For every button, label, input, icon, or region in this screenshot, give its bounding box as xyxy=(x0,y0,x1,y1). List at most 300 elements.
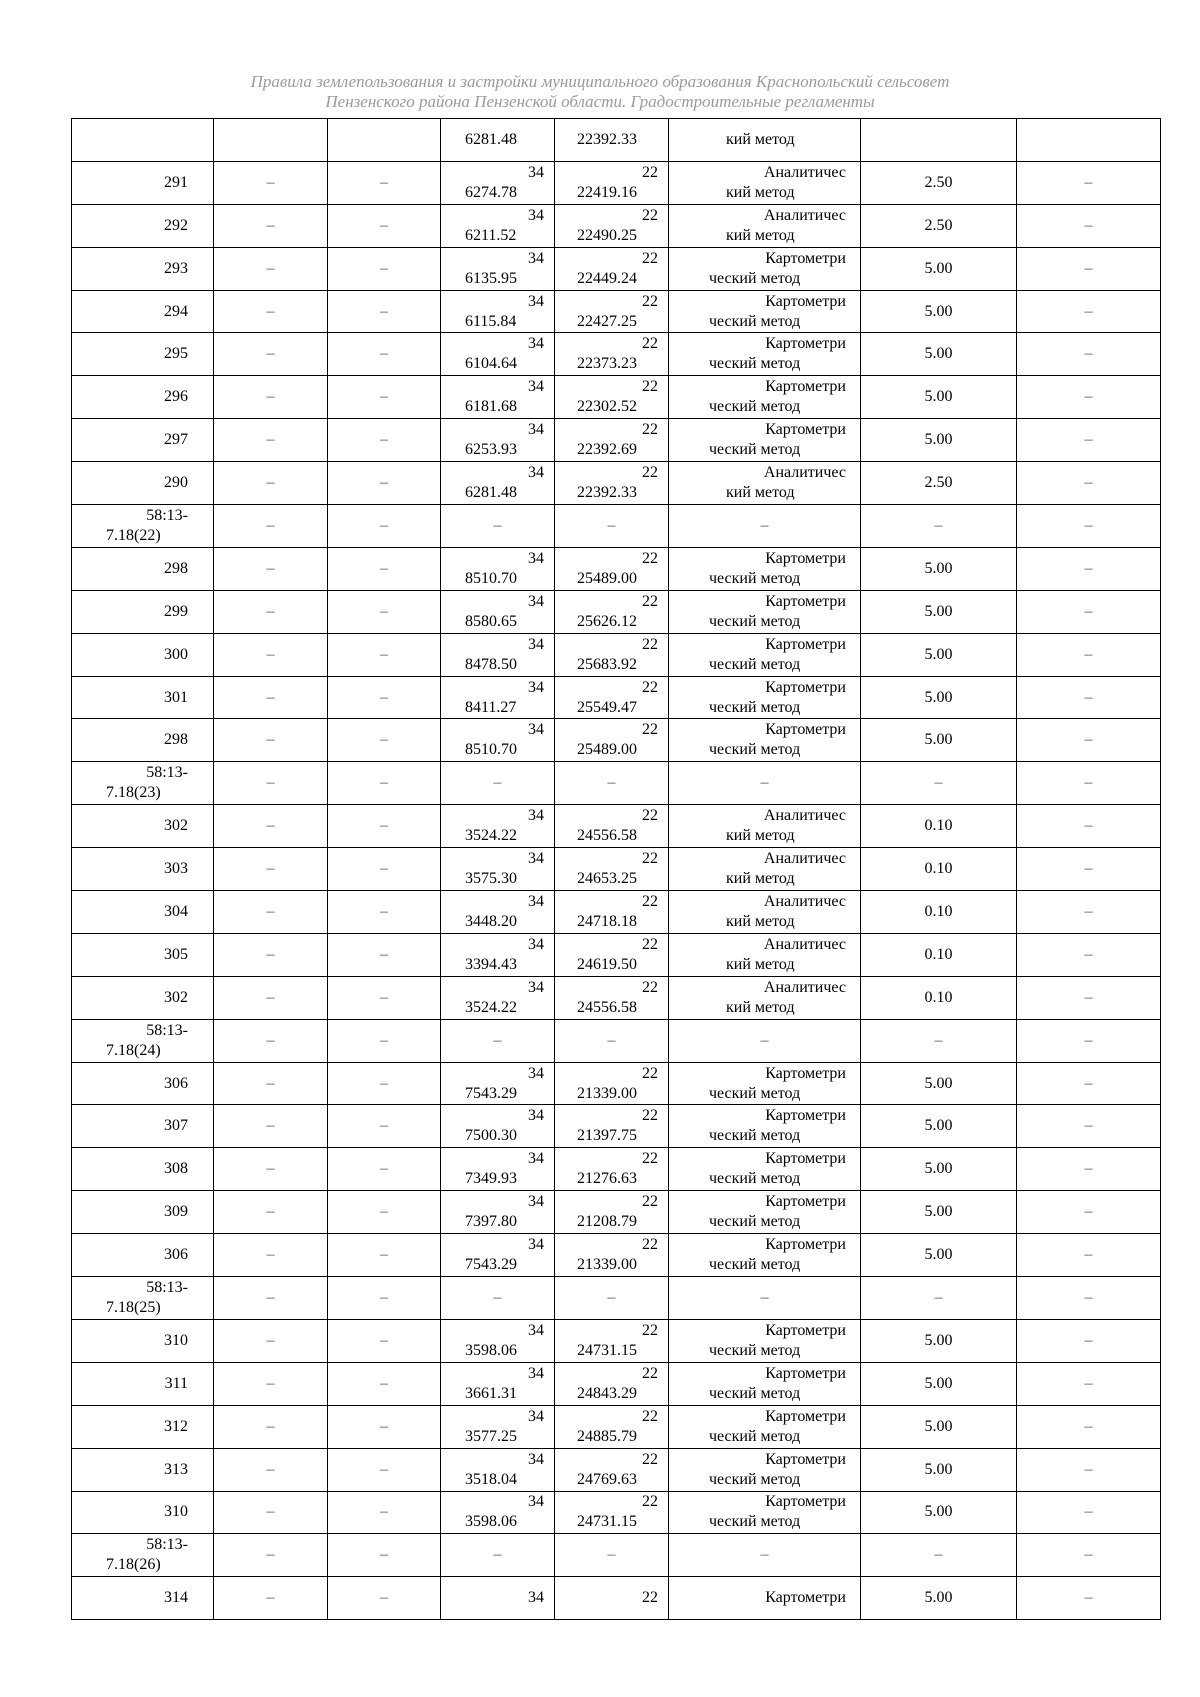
cell-dash: – xyxy=(1017,891,1161,934)
y-prefix: 22 xyxy=(642,335,658,353)
cell-dash: – xyxy=(328,976,441,1019)
x-stack xyxy=(441,849,554,889)
x-stack xyxy=(441,249,554,289)
cell-dash: – xyxy=(1017,1577,1161,1620)
method-line1: Картометри xyxy=(765,721,846,739)
cell-dash: – xyxy=(669,505,861,548)
cell-dash: – xyxy=(328,290,441,333)
parcel-id-line2: 7.18(24) xyxy=(106,1041,161,1059)
cell-dash: – xyxy=(1017,419,1161,462)
cell-number xyxy=(72,891,214,934)
cell-x xyxy=(441,891,555,934)
method-line1: Картометри xyxy=(765,678,846,696)
y-stack xyxy=(555,678,668,718)
point-number: 311 xyxy=(164,1374,188,1392)
y-value: 24619.50 xyxy=(577,955,637,973)
cell-y xyxy=(555,1148,669,1191)
y-stack xyxy=(555,1149,668,1189)
cell-dash: – xyxy=(1017,333,1161,376)
cell-dash: – xyxy=(214,1191,328,1234)
x-prefix: 34 xyxy=(528,807,544,825)
cell-accuracy: 5.00 xyxy=(861,247,1017,290)
table-row xyxy=(72,1534,1161,1577)
cell-number xyxy=(72,1105,214,1148)
cell-dash: – xyxy=(328,719,441,762)
cell-accuracy: 2.50 xyxy=(861,462,1017,505)
x-value: 3524.22 xyxy=(465,998,517,1016)
y-prefix: 22 xyxy=(642,1150,658,1168)
cell-method xyxy=(669,805,861,848)
point-number: 306 xyxy=(164,1074,188,1092)
cell-dash: – xyxy=(328,161,441,204)
x-value: 8478.50 xyxy=(465,655,517,673)
method-line1: Картометри xyxy=(765,292,846,310)
method-line1: Картометри xyxy=(765,1236,846,1254)
method-line2: ческий метод xyxy=(709,655,801,673)
cell-dash: – xyxy=(214,161,328,204)
cell-x xyxy=(441,976,555,1019)
cell-x xyxy=(441,1362,555,1405)
cell-x xyxy=(441,590,555,633)
cell-dash: – xyxy=(328,419,441,462)
y-prefix: 22 xyxy=(642,892,658,910)
cell-method xyxy=(669,333,861,376)
cell-y xyxy=(555,1405,669,1448)
y-prefix: 22 xyxy=(642,464,658,482)
y-stack xyxy=(555,549,668,589)
cell-method xyxy=(669,719,861,762)
parcel-id-line1: 58:13- xyxy=(146,1536,188,1554)
table-row xyxy=(72,119,1161,162)
cell-dash: – xyxy=(441,1277,555,1320)
cell-x xyxy=(441,1191,555,1234)
y-value: 21339.00 xyxy=(577,1084,637,1102)
y-prefix: 22 xyxy=(642,721,658,739)
parcel-id-line2: 7.18(26) xyxy=(106,1556,161,1574)
point-number: 292 xyxy=(164,216,188,234)
x-value: 6281.48 xyxy=(465,484,517,502)
x-stack xyxy=(441,935,554,975)
cell-method xyxy=(669,848,861,891)
method-line2: кий метод xyxy=(726,955,795,973)
cell-y xyxy=(555,1234,669,1277)
point-number: 297 xyxy=(164,431,188,449)
cell-dash: – xyxy=(214,419,328,462)
y-stack xyxy=(555,720,668,760)
cell-method xyxy=(669,633,861,676)
cell-accuracy: 0.10 xyxy=(861,976,1017,1019)
cell-dash: – xyxy=(214,333,328,376)
method-line1: Картометри xyxy=(765,378,846,396)
table-row xyxy=(72,1191,1161,1234)
cell-method xyxy=(669,976,861,1019)
cell-number xyxy=(72,419,214,462)
cell-dash: – xyxy=(1017,1448,1161,1491)
x-value: 3577.25 xyxy=(465,1427,517,1445)
y-prefix: 22 xyxy=(642,1364,658,1382)
y-prefix: 22 xyxy=(642,292,658,310)
x-value: 3598.06 xyxy=(465,1513,517,1531)
table-row xyxy=(72,1405,1161,1448)
cell-dash: – xyxy=(1017,1062,1161,1105)
table-row xyxy=(72,633,1161,676)
cell-accuracy: – xyxy=(861,1534,1017,1577)
cell-dash: – xyxy=(328,1062,441,1105)
y-value: 25626.12 xyxy=(577,612,637,630)
cell-y xyxy=(555,933,669,976)
y-prefix: 22 xyxy=(642,850,658,868)
y-stack xyxy=(555,249,668,289)
cell-y xyxy=(555,419,669,462)
point-number: 303 xyxy=(164,860,188,878)
cell-accuracy: – xyxy=(861,762,1017,805)
y-value: 21208.79 xyxy=(577,1213,637,1231)
method-line2: ческий метод xyxy=(709,1470,801,1488)
method-line1: Картометри xyxy=(765,1407,846,1425)
y-prefix: 22 xyxy=(642,592,658,610)
method-line1: Картометри xyxy=(765,592,846,610)
table-row xyxy=(72,1277,1161,1320)
cell-dash: – xyxy=(328,805,441,848)
y-stack xyxy=(555,1192,668,1232)
y-stack xyxy=(555,1450,668,1490)
cell-dash: – xyxy=(1017,933,1161,976)
cell-dash: – xyxy=(1017,1105,1161,1148)
cell-dash: – xyxy=(328,204,441,247)
cell-accuracy: 5.00 xyxy=(861,419,1017,462)
x-prefix: 34 xyxy=(528,1493,544,1511)
cell-number xyxy=(72,119,214,162)
cell-dash: – xyxy=(328,848,441,891)
y-value: 22392.69 xyxy=(577,441,637,459)
cell-dash: – xyxy=(214,1534,328,1577)
point-number: 294 xyxy=(164,302,188,320)
cell-dash: – xyxy=(214,547,328,590)
x-prefix: 34 xyxy=(528,721,544,739)
cell-accuracy: – xyxy=(861,1019,1017,1062)
y-prefix: 22 xyxy=(642,635,658,653)
table-row xyxy=(72,247,1161,290)
y-prefix: 22 xyxy=(642,206,658,224)
cell-accuracy: 0.10 xyxy=(861,933,1017,976)
method-line1: Картометри xyxy=(765,549,846,567)
method-line1: Картометри xyxy=(765,1493,846,1511)
cell-method xyxy=(669,1319,861,1362)
cell-accuracy: 5.00 xyxy=(861,1234,1017,1277)
y-value: 22302.52 xyxy=(577,398,637,416)
method-line2: ческий метод xyxy=(709,1341,801,1359)
x-prefix: 34 xyxy=(528,678,544,696)
cell-y xyxy=(555,590,669,633)
cell-number xyxy=(72,762,214,805)
x-prefix: 34 xyxy=(528,549,544,567)
x-stack xyxy=(441,1321,554,1361)
point-number: 302 xyxy=(164,988,188,1006)
cell-dash: – xyxy=(1017,376,1161,419)
y-value: 24718.18 xyxy=(577,912,637,930)
cell-dash: – xyxy=(328,1405,441,1448)
x-value: 3598.06 xyxy=(465,1341,517,1359)
x-prefix: 34 xyxy=(441,1577,555,1620)
y-stack xyxy=(555,1407,668,1447)
cell-dash: – xyxy=(555,1019,669,1062)
cell-y xyxy=(555,376,669,419)
cell-dash: – xyxy=(1017,1319,1161,1362)
point-number: 302 xyxy=(164,817,188,835)
cell-method xyxy=(669,590,861,633)
x-stack xyxy=(441,720,554,760)
cell-dash: – xyxy=(214,1019,328,1062)
cell-dash: – xyxy=(214,247,328,290)
x-value: 7500.30 xyxy=(465,1127,517,1145)
x-value: 6104.64 xyxy=(465,355,517,373)
x-prefix: 34 xyxy=(528,1107,544,1125)
x-prefix: 34 xyxy=(528,850,544,868)
cell-dash: – xyxy=(328,1577,441,1620)
method-line1: Аналитичес xyxy=(763,978,846,996)
y-value: 22419.16 xyxy=(577,183,637,201)
cell-x xyxy=(441,376,555,419)
x-value: 3394.43 xyxy=(465,955,517,973)
method-line2: ческий метод xyxy=(709,269,801,287)
cell-empty xyxy=(1017,119,1161,162)
x-stack xyxy=(441,463,554,503)
cell-dash: – xyxy=(214,805,328,848)
method-line1: Аналитичес xyxy=(763,850,846,868)
cell-x xyxy=(441,1491,555,1534)
cell-dash: – xyxy=(1017,676,1161,719)
method-line1: Картометри xyxy=(765,335,846,353)
cell-method xyxy=(669,891,861,934)
table-row xyxy=(72,805,1161,848)
method-line2: кий метод xyxy=(726,912,795,930)
y-value: 25489.00 xyxy=(577,569,637,587)
cell-dash: – xyxy=(328,462,441,505)
x-value: 6253.93 xyxy=(465,441,517,459)
cell-y xyxy=(555,333,669,376)
point-number: 300 xyxy=(164,645,188,663)
x-prefix: 34 xyxy=(528,1407,544,1425)
method-line2: ческий метод xyxy=(709,612,801,630)
cell-y xyxy=(555,1062,669,1105)
cell-dash: – xyxy=(1017,1405,1161,1448)
x-prefix: 34 xyxy=(528,1150,544,1168)
x-prefix: 34 xyxy=(528,978,544,996)
y-value: 24885.79 xyxy=(577,1427,637,1445)
table-row xyxy=(72,848,1161,891)
method-line2: ческий метод xyxy=(709,1427,801,1445)
cell-x xyxy=(441,719,555,762)
cell-dash: – xyxy=(1017,1362,1161,1405)
cell-method xyxy=(669,462,861,505)
cell-method xyxy=(669,1491,861,1534)
cell-number xyxy=(72,1019,214,1062)
y-value: 22490.25 xyxy=(577,226,637,244)
x-value: 7543.29 xyxy=(465,1256,517,1274)
parcel-id-line2: 7.18(23) xyxy=(106,784,161,802)
cell-dash: – xyxy=(555,1277,669,1320)
y-value: 21339.00 xyxy=(577,1256,637,1274)
method-line2: ческий метод xyxy=(709,355,801,373)
x-stack xyxy=(441,892,554,932)
cell-dash: – xyxy=(1017,633,1161,676)
y-value: 24731.15 xyxy=(577,1513,637,1531)
y-value: 22373.23 xyxy=(577,355,637,373)
method-line2: ческий метод xyxy=(709,1513,801,1531)
cell-dash: – xyxy=(1017,976,1161,1019)
x-value: 7349.93 xyxy=(465,1170,517,1188)
cell-dash: – xyxy=(669,1019,861,1062)
cell-dash: – xyxy=(1017,505,1161,548)
cell-y xyxy=(555,976,669,1019)
y-value: 22449.24 xyxy=(577,269,637,287)
cell-dash: – xyxy=(214,848,328,891)
x-stack xyxy=(441,1235,554,1275)
cell-y xyxy=(555,1105,669,1148)
method-line1: Картометри xyxy=(765,249,846,267)
x-value: 8510.70 xyxy=(465,741,517,759)
cell-dash: – xyxy=(328,1234,441,1277)
x-stack xyxy=(441,592,554,632)
method-line1: Аналитичес xyxy=(763,206,846,224)
y-stack xyxy=(555,420,668,460)
method-line2: ческий метод xyxy=(709,1213,801,1231)
cell-dash: – xyxy=(441,762,555,805)
cell-dash: – xyxy=(328,505,441,548)
table-row xyxy=(72,376,1161,419)
x-prefix: 34 xyxy=(528,335,544,353)
cell-number xyxy=(72,505,214,548)
table-body xyxy=(72,119,1161,1620)
cell-number xyxy=(72,1534,214,1577)
y-value: 24769.63 xyxy=(577,1470,637,1488)
cell-number xyxy=(72,1405,214,1448)
x-stack xyxy=(441,420,554,460)
y-prefix: 22 xyxy=(642,978,658,996)
x-prefix: 34 xyxy=(528,1064,544,1082)
table-row xyxy=(72,719,1161,762)
y-stack xyxy=(555,1492,668,1532)
x-stack xyxy=(441,163,554,203)
y-stack xyxy=(555,978,668,1018)
cell-dash: – xyxy=(214,1319,328,1362)
cell-dash: – xyxy=(1017,590,1161,633)
cell-dash: – xyxy=(214,719,328,762)
point-number: 293 xyxy=(164,259,188,277)
cell-x xyxy=(441,204,555,247)
cell-dash: – xyxy=(1017,290,1161,333)
x-value: 8580.65 xyxy=(465,612,517,630)
document-header xyxy=(0,72,1200,112)
cell-x xyxy=(441,547,555,590)
cell-dash: – xyxy=(1017,1234,1161,1277)
point-number: 298 xyxy=(164,731,188,749)
cell-accuracy: 0.10 xyxy=(861,891,1017,934)
header-line-1: Правила землепользования и застройки муниципального образования Краснопольский сельсовет xyxy=(250,72,950,91)
cell-dash: – xyxy=(328,1019,441,1062)
cell-dash: – xyxy=(328,1448,441,1491)
y-value: 24843.29 xyxy=(577,1384,637,1402)
cell-x xyxy=(441,161,555,204)
cell-dash: – xyxy=(441,1019,555,1062)
method-line2: ческий метод xyxy=(709,1084,801,1102)
method-line1: Аналитичес xyxy=(763,163,846,181)
cell-dash: – xyxy=(1017,848,1161,891)
cell-accuracy: 5.00 xyxy=(861,1448,1017,1491)
cell-number xyxy=(72,1148,214,1191)
method-line2: ческий метод xyxy=(709,312,801,330)
point-number: 310 xyxy=(164,1503,188,1521)
cell-number xyxy=(72,1319,214,1362)
x-prefix: 34 xyxy=(528,378,544,396)
cell-dash: – xyxy=(328,547,441,590)
cell-dash: – xyxy=(328,1362,441,1405)
method-line2: кий метод xyxy=(726,998,795,1016)
method-line2: ческий метод xyxy=(709,1384,801,1402)
cell-y xyxy=(555,547,669,590)
cell-number xyxy=(72,161,214,204)
cell-dash: – xyxy=(1017,805,1161,848)
method-line2: ческий метод xyxy=(709,1170,801,1188)
cell-number xyxy=(72,976,214,1019)
table-row xyxy=(72,1148,1161,1191)
cell-method xyxy=(669,290,861,333)
table-row xyxy=(72,333,1161,376)
y-stack xyxy=(555,935,668,975)
method-line1: Картометри xyxy=(765,1193,846,1211)
point-number: 299 xyxy=(164,602,188,620)
cell-accuracy: – xyxy=(861,1277,1017,1320)
cell-dash: – xyxy=(328,933,441,976)
y-prefix: 22 xyxy=(642,1193,658,1211)
cell-dash: – xyxy=(328,1277,441,1320)
y-prefix: 22 xyxy=(642,1064,658,1082)
x-stack xyxy=(441,635,554,675)
table-row xyxy=(72,505,1161,548)
cell-dash: – xyxy=(1017,204,1161,247)
parcel-id-line2: 7.18(25) xyxy=(106,1298,161,1316)
cell-dash: – xyxy=(669,1277,861,1320)
cell-x xyxy=(441,1105,555,1148)
y-prefix: 22 xyxy=(642,807,658,825)
y-value: 22392.33 xyxy=(577,484,637,502)
cell-y: 22392.33 xyxy=(555,119,669,162)
cell-accuracy: 5.00 xyxy=(861,719,1017,762)
table-row xyxy=(72,1362,1161,1405)
parcel-id-line1: 58:13- xyxy=(146,506,188,524)
x-prefix: 34 xyxy=(528,1193,544,1211)
y-stack xyxy=(555,334,668,374)
cell-dash: – xyxy=(1017,1191,1161,1234)
method-line2: ческий метод xyxy=(709,569,801,587)
point-number: 304 xyxy=(164,902,188,920)
cell-dash: – xyxy=(669,762,861,805)
point-number: 298 xyxy=(164,559,188,577)
method-line2: кий метод xyxy=(726,226,795,244)
method-line1: Картометри xyxy=(765,1150,846,1168)
point-number: 296 xyxy=(164,388,188,406)
cell-dash: – xyxy=(328,590,441,633)
cell-number xyxy=(72,1277,214,1320)
cell-accuracy: 5.00 xyxy=(861,1405,1017,1448)
point-number: 290 xyxy=(164,474,188,492)
method-line2: ческий метод xyxy=(709,741,801,759)
cell-method xyxy=(669,933,861,976)
x-prefix: 34 xyxy=(528,892,544,910)
cell-dash: – xyxy=(1017,462,1161,505)
point-number: 307 xyxy=(164,1117,188,1135)
cell-dash: – xyxy=(214,891,328,934)
